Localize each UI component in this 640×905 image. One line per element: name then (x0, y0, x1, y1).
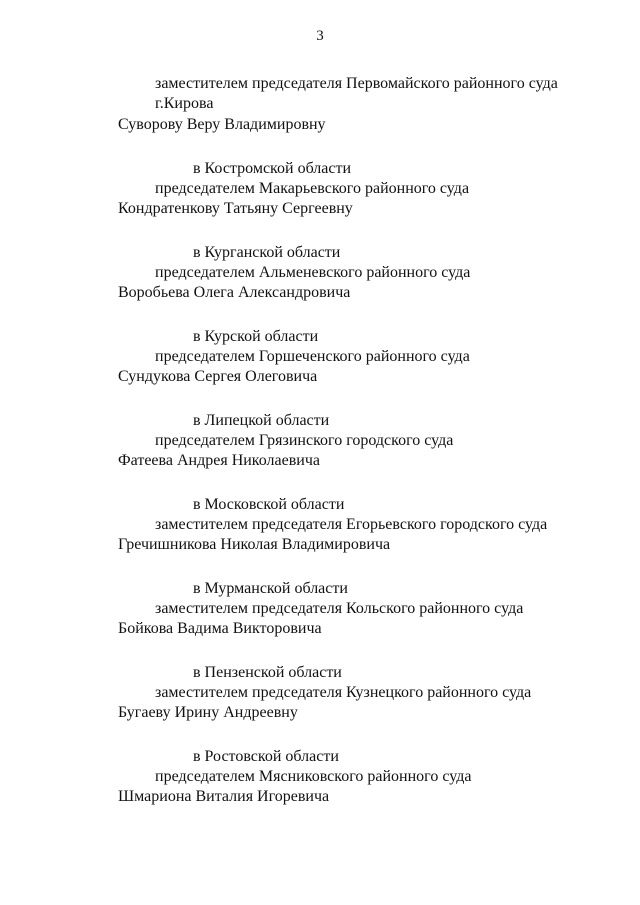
entry-name: Кондратенкову Татьяну Сергеевну (118, 200, 353, 217)
entry-position: председателем Мясниковского районного суда (155, 768, 472, 785)
entry-region: в Курганской области (193, 244, 341, 261)
entry-region: в Пензенской области (193, 664, 342, 681)
entry-position: заместителем председателя Егорьевского городского суда (155, 516, 548, 533)
entry-position: председателем Макарьевского районного суда (155, 180, 470, 197)
entry-name: Фатеева Андрея Николаевича (118, 452, 321, 469)
entry-region: в Мурманской области (193, 580, 348, 597)
entry-name: Воробьева Олега Александровича (118, 284, 351, 301)
entry-region: в Ростовской области (193, 748, 339, 765)
entry-position: заместителем председателя Кузнецкого районного суда (155, 684, 532, 701)
intro-position-line1: заместителем председателя Первомайского районного суда (155, 75, 558, 92)
entry-region: в Липецкой области (193, 412, 330, 429)
entry-name: Гречишникова Николая Владимировича (118, 536, 391, 553)
entry-name: Сундукова Сергея Олеговича (118, 368, 318, 385)
entry-region: в Костромской области (193, 160, 352, 177)
entry-region: в Московской области (193, 496, 345, 513)
entry-position: председателем Грязинского городского суда (155, 432, 454, 449)
entry-name: Бугаеву Ирину Андреевну (118, 704, 298, 721)
page-number: 3 (316, 28, 324, 44)
entry-region: в Курской области (193, 328, 319, 345)
entry-position: председателем Альменевского районного суда (155, 264, 471, 281)
entry-name: Бойкова Вадима Викторовича (118, 620, 322, 637)
entry-name: Шмариона Виталия Игоревича (118, 788, 330, 805)
intro-position-line2: г.Кирова (155, 95, 214, 112)
entry-position: заместителем председателя Кольского районного суда (155, 600, 524, 617)
entry-position: председателем Горшеченского районного суда (155, 348, 470, 365)
intro-name: Суворову Веру Владимировну (118, 116, 326, 133)
